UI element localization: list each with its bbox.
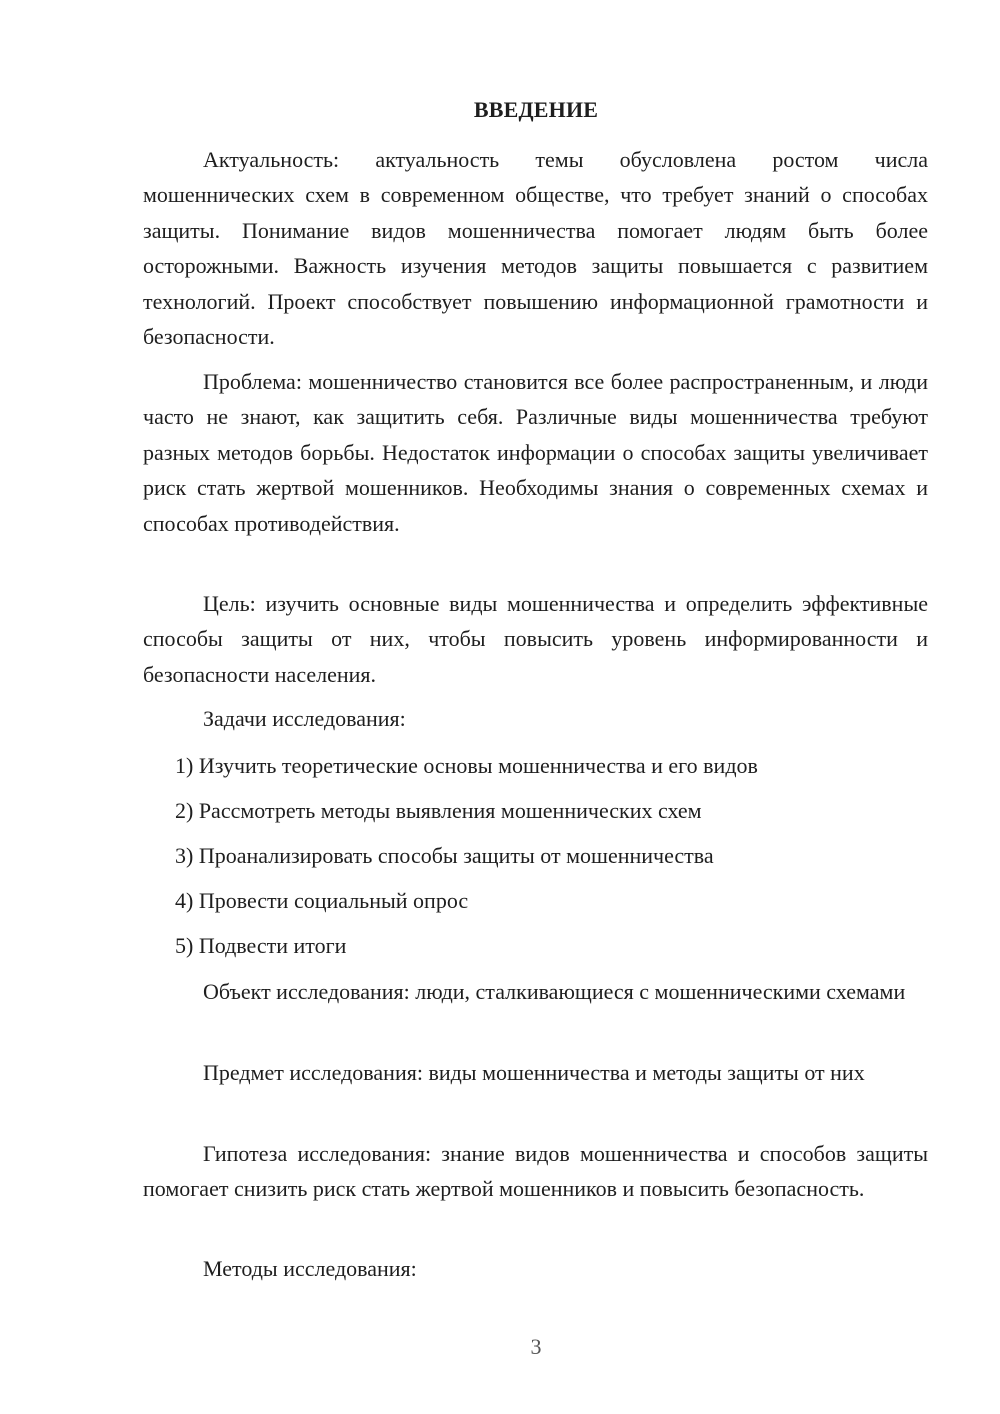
task-item-2: 2) Рассмотреть методы выявления мошеннических схем xyxy=(175,798,702,823)
tasks-heading: Задачи исследования: xyxy=(203,706,406,731)
page-number: 3 xyxy=(530,1334,542,1359)
paragraph-problem: Проблема: мошенничество становится все более распространенным, и люди часто не знают, как защитить себя. Различные виды мошенничества требуют разных методов борьбы. Недостаток информации о способах защиты увеличивает риск стать жертвой мошенников. Необходимы знания о современных схемах и способах противодействия. xyxy=(143,369,928,536)
task-item-3: 3) Проанализировать способы защиты от мошенничества xyxy=(175,843,714,868)
task-item-1: 1) Изучить теоретические основы мошенничества и его видов xyxy=(175,753,758,778)
paragraph-goal: Цель: изучить основные виды мошенничества и определить эффективные способы защиты от них, чтобы повысить уровень информированности и безопасности населения. xyxy=(143,591,928,687)
section-title: ВВЕДЕНИЕ xyxy=(473,97,599,122)
paragraph-subject: Предмет исследования: виды мошенничества и методы защиты от них xyxy=(203,1060,865,1085)
methods-heading: Методы исследования: xyxy=(203,1256,417,1281)
task-item-5: 5) Подвести итоги xyxy=(175,933,347,958)
paragraph-hypothesis: Гипотеза исследования: знание видов мошенничества и способов защиты помогает снизить риск стать жертвой мошенников и повысить безопасность. xyxy=(143,1141,928,1202)
paragraph-object: Объект исследования: люди, сталкивающиеся с мошенническими схемами xyxy=(203,979,906,1004)
task-item-4: 4) Провести социальный опрос xyxy=(175,888,469,913)
paragraph-relevance: Актуальность: актуальность темы обусловлена ростом числа мошеннических схем в современном обществе, что требует знаний о способах защиты. Понимание видов мошенничества помогает людям быть более осторожными. Важность изучения методов защиты повышается с развитием технологий. Проект способствует повышению информационной грамотности и безопасности. xyxy=(143,147,928,350)
